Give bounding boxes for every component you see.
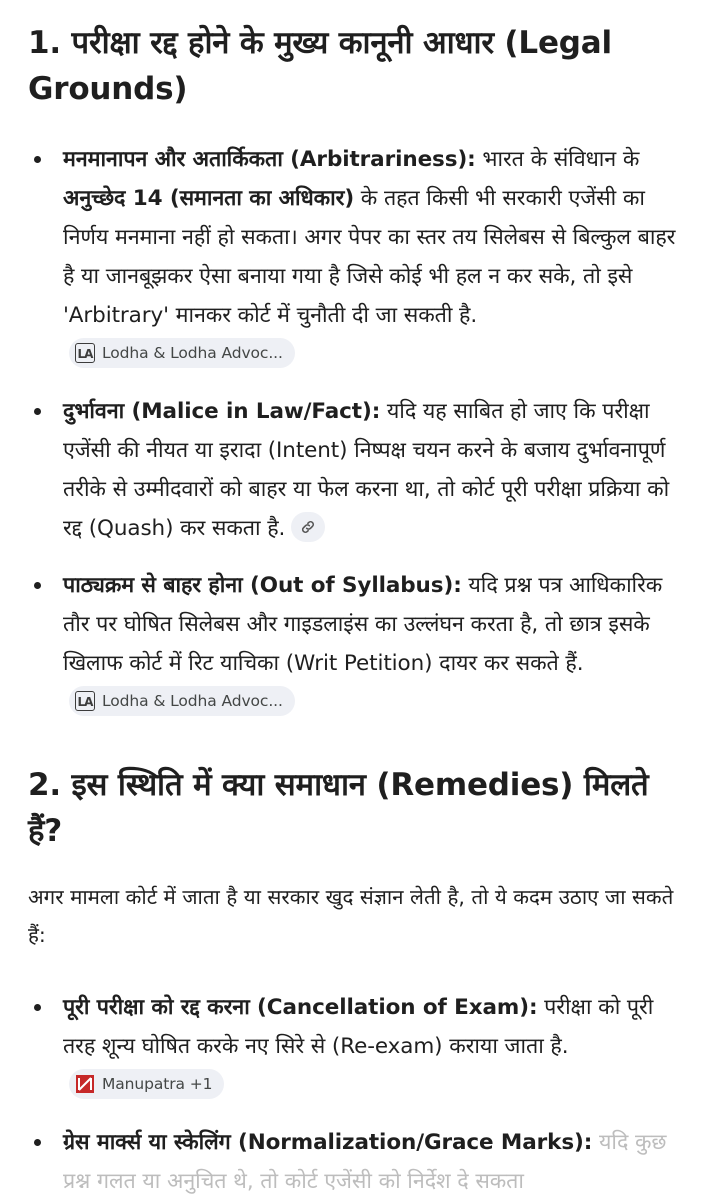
list-item xyxy=(28,140,687,374)
item-title: ग्रेस मार्क्स या स्केलिंग (Normalization/Grace Marks): xyxy=(63,1130,593,1155)
remedies-list xyxy=(28,988,687,1201)
source-label: Manupatra +1 xyxy=(102,1074,213,1093)
source-chip-lodha[interactable] xyxy=(69,686,295,716)
section-heading-remedies: 2. इस स्थिति में क्या समाधान (Remedies) मिलते हैं? xyxy=(28,767,649,849)
item-bold-text: अनुच्छेद 14 (समानता का अधिकार) xyxy=(63,186,355,211)
item-text: भारत के संविधान के xyxy=(475,147,640,172)
source-label: Lodha & Lodha Advoc... xyxy=(102,691,283,710)
list-item xyxy=(28,1123,687,1201)
lodha-logo-icon: LA xyxy=(75,691,95,711)
item-text: यदि यह साबित हो जाए कि परीक्षा एजेंसी की नीयत या इरादा (Intent) निष्पक्ष चयन करने के बजाय दुर्भावनापूर्ण तरीके से उम्मीदवारों को बाहर या फेल करना था, तो कोर्ट पूरी परीक्षा प्रक्रिया को रद्द (Quash) कर सकता है. xyxy=(63,399,670,541)
item-text: के तहत किसी भी सरकारी एजेंसी का निर्णय मनमाना नहीं हो सकता। अगर पेपर का स्तर तय सिलेबस से बिल्कुल बाहर है या जानबूझकर ऐसा बनाया गया है जिसे कोई भी हल न कर सके, तो इसे 'Arbitrary' मानकर कोर्ट में चुनौती दी जा सकती है. xyxy=(63,186,676,328)
item-text: परीक्षा को पूरी तरह शून्य घोषित करके नए सिरे से (Re-exam) कराया जाता है. xyxy=(63,995,654,1059)
link-icon xyxy=(300,519,316,535)
item-title: पूरी परीक्षा को रद्द करना (Cancellation of Exam): xyxy=(63,995,538,1020)
legal-grounds-list xyxy=(28,140,687,722)
item-text: यदि प्रश्न पत्र आधिकारिक तौर पर घोषित सिलेबस और गाइडलाइंस का उल्लंघन करता है, तो छात्र इसके खिलाफ कोर्ट में रिट याचिका (Writ Petition) दायर कर सकते हैं. xyxy=(63,573,663,676)
source-link-chip[interactable] xyxy=(291,512,325,542)
manupatra-logo-icon xyxy=(75,1074,95,1094)
section-heading-legal-grounds: 1. परीक्षा रद्द होने के मुख्य कानूनी आधार (Legal Grounds) xyxy=(28,25,612,107)
source-chip-lodha[interactable] xyxy=(69,338,295,368)
list-item xyxy=(28,566,687,722)
item-text-partial: यदि कुछ प्रश्न गलत या अनुचित थे, तो कोर्ट एजेंसी को निर्देश दे सकता xyxy=(63,1130,667,1194)
item-title: मनमानापन और अतार्किकता (Arbitrariness): xyxy=(63,147,476,172)
section-intro: अगर मामला कोर्ट में जाता है या सरकार खुद संज्ञान लेती है, तो ये कदम उठाए जा सकते हैं: xyxy=(28,885,674,947)
item-title: दुर्भावना (Malice in Law/Fact): xyxy=(63,399,381,424)
source-label: Lodha & Lodha Advoc... xyxy=(102,343,283,362)
list-item xyxy=(28,392,687,548)
list-item xyxy=(28,988,687,1105)
source-chip-manupatra[interactable] xyxy=(69,1069,224,1099)
item-title: पाठ्यक्रम से बाहर होना (Out of Syllabus): xyxy=(63,573,462,598)
lodha-logo-icon: LA xyxy=(75,343,95,363)
